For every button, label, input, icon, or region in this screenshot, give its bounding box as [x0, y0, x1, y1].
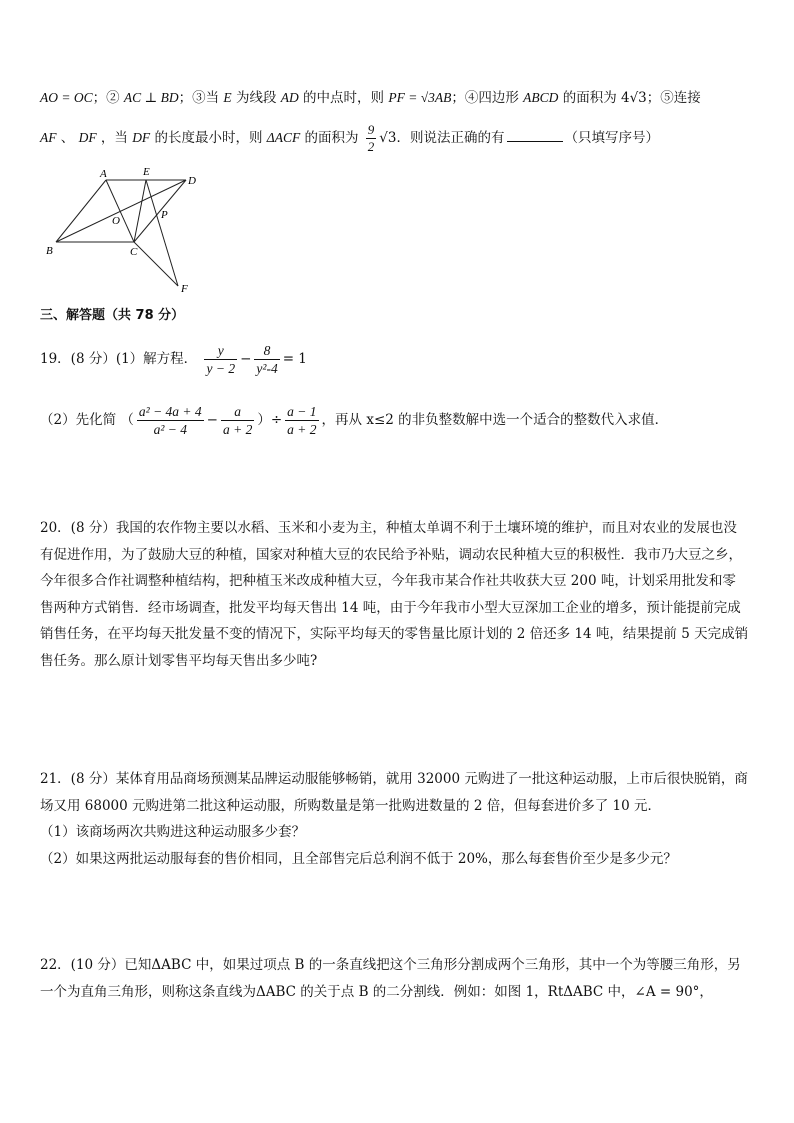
q18-text: ABCD: [523, 90, 559, 105]
label-O: O: [112, 215, 120, 227]
q18-text: AD: [280, 90, 299, 105]
q18-text: 的面积为 4√3: [558, 90, 647, 106]
q18-text: 的中点时，则: [298, 90, 389, 106]
paragraph-line: 20．(8 分）我国的农作物主要以水稻、玉米和小麦为主，种植太单调不利于土壤环境的维护，而且对农业的发展也没: [40, 520, 737, 536]
q19-operator: −: [240, 351, 252, 367]
paragraph-line: 22．(10 分）已知ΔABC 中，如果过项点 B 的一条直线把这个三角形分割成两个三角形，其中一个为等腰三角形，另: [40, 957, 741, 973]
q18-text: ，当: [96, 130, 133, 146]
fraction-denominator: a + 2: [287, 422, 317, 437]
q19-part2-tail: ，再从 x≤2 的非负整数解中选一个适合的整数代入求值．: [321, 412, 669, 428]
q18-text: 、: [56, 130, 79, 146]
q18-text: ．则说法正确的有: [396, 130, 505, 146]
segment-DC: [134, 180, 186, 242]
paragraph-line: （1）该商场两次共购进这种运动服多少套？: [40, 824, 306, 840]
q18-geometry-figure: [40, 164, 200, 296]
q19-head: 19．(8 分）(1）解方程．: [40, 351, 198, 367]
q22-paragraph: [40, 952, 756, 1005]
q18-text: ΔACF: [266, 130, 301, 145]
fraction-denominator: y²-4: [256, 361, 278, 376]
q19-fraction-2: [254, 342, 279, 377]
q18-text: E: [223, 90, 232, 105]
q19-part2: [40, 400, 668, 440]
section-title: 三、解答题（共 78 分）: [40, 308, 185, 323]
q18-text: DF: [78, 130, 97, 145]
fraction-numerator: 9: [367, 122, 375, 137]
q18-text: ；②: [92, 90, 124, 106]
fraction-denominator: y − 2: [206, 361, 236, 376]
fraction-denominator: a² − 4: [153, 422, 187, 437]
q19-part2-head: （2）先化简 （: [40, 412, 134, 428]
q20-paragraph: [40, 515, 756, 674]
q18-text: 的面积为: [300, 130, 363, 146]
paragraph-line: 有促进作用，为了鼓励大豆的种植，国家对种植大豆的农民给予补贴，调动农民种植大豆的积极性．我市乃大豆之乡，: [40, 546, 742, 563]
label-A: A: [100, 168, 107, 180]
fraction-numerator: a² − 4a + 4: [138, 404, 202, 419]
label-F: F: [181, 283, 188, 295]
area-fraction: [366, 122, 377, 155]
label-D: D: [188, 175, 196, 187]
paragraph-line: 一个为直角三角形，则称这条直线为ΔABC 的关于点 B 的二分割线．例如：如图 1，RtΔABC 中，∠A = 90°，: [40, 983, 713, 1000]
paragraph-line: （2）如果这两批运动服每套的售价相同，且全部售完后总利润不低于 20%，那么每套售价至少是多少元？: [40, 850, 677, 867]
fraction-numerator: a: [221, 403, 254, 421]
q19-fraction-1: [204, 342, 237, 377]
q19-rhs: = 1: [282, 351, 307, 367]
q19-p2-fraction-3: [285, 403, 318, 438]
q19-operator: ）÷: [257, 412, 283, 428]
q18-text: 的长度最小时，则: [150, 130, 267, 146]
answer-blank[interactable]: [507, 127, 563, 142]
q18-text: ；④四边形: [451, 90, 524, 106]
fraction-denominator: 2: [367, 139, 375, 154]
segment-AB: [56, 180, 106, 242]
paragraph-line: 21．(8 分）某体育用品商场预测某品牌运动服能够畅销，就用 32000 元购进了一批这种运动服，上市后很快脱销，商: [40, 771, 748, 787]
fraction-numerator: 8: [254, 342, 279, 360]
q18-text: √3: [379, 130, 397, 146]
q18-text: （只填写序号）: [564, 130, 659, 146]
label-B: B: [46, 245, 53, 257]
q19-p2-fraction-2: [221, 403, 254, 438]
label-C: C: [130, 246, 138, 258]
paragraph-line: 场又用 68000 元购进第二批这种运动服，所购数量是第一批购进数量的 2 倍，但每套进价多了 10 元．: [40, 797, 661, 814]
q18-line-2: [40, 120, 659, 156]
paragraph-line: 今年很多合作社调整种植结构，把种植玉米改成种植大豆，今年我市某合作社共收获大豆 200 吨，计划采用批发和零: [40, 573, 736, 589]
paragraph-line: 销售任务，在平均每天批发量不变的情况下，实际平均每天的零售量比原计划的 2 倍还多 14 吨，结果提前 5 天完成销: [40, 626, 749, 642]
q18-text: ；③当: [178, 90, 224, 106]
q19-p2-fraction-1: [137, 403, 204, 438]
q18-line-1: [40, 88, 701, 108]
q21-paragraph: [40, 766, 756, 872]
q19-operator: −: [206, 412, 218, 428]
fraction-numerator: a − 1: [287, 404, 317, 419]
fraction-numerator: y: [204, 342, 237, 360]
q19-part1: [40, 340, 307, 378]
q18-text: 为线段: [231, 90, 281, 106]
fraction-denominator: a + 2: [222, 422, 253, 437]
paragraph-line: 售两种方式销售．经市场调查，批发平均每天售出 14 吨，由于今年我市小型大豆深加工企业的增多，预计能提前完成: [40, 599, 741, 616]
q18-text: AO = OC: [40, 90, 93, 105]
q18-text: ；⑤连接: [646, 90, 701, 106]
q18-text: PF = √3AB: [388, 90, 452, 105]
segment-EC: [134, 180, 146, 242]
q18-text: AF: [40, 130, 57, 145]
q18-text: DF: [132, 130, 151, 145]
q18-text: AC ⊥ BD: [123, 90, 179, 105]
label-P: P: [161, 209, 168, 221]
paragraph-line: 售任务。那么原计划零售平均每天售出多少吨?: [40, 652, 318, 669]
label-E: E: [143, 166, 150, 178]
